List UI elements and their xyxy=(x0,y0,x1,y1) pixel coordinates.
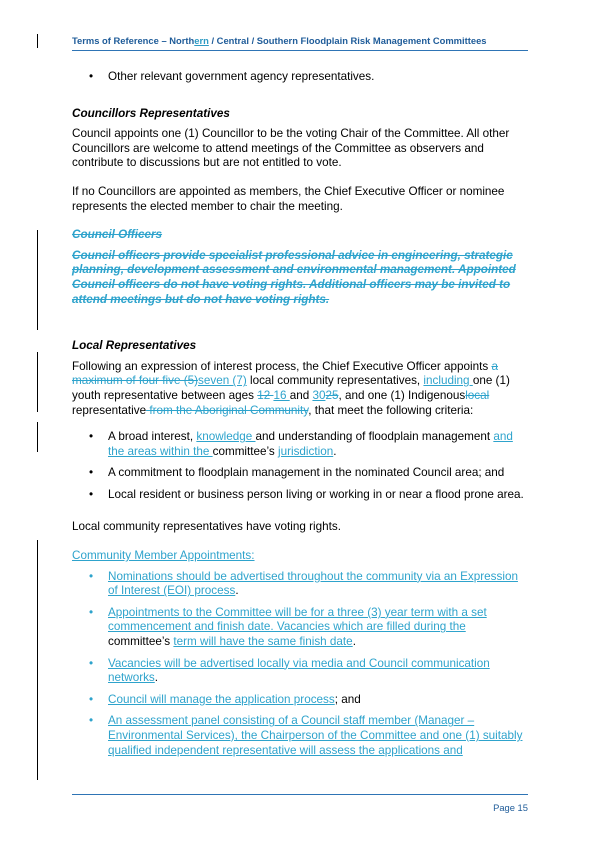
page-number: Page 15 xyxy=(493,802,528,813)
page-header xyxy=(72,35,528,51)
bullet-icon: • xyxy=(89,714,94,728)
deleted-text: 12 xyxy=(257,388,274,402)
inserted-text: 16 xyxy=(273,388,290,402)
change-bar xyxy=(37,540,38,780)
header-title-insertion: ern xyxy=(194,35,209,46)
deleted-text: local xyxy=(465,388,490,402)
header-title-part2: / Central / Southern Floodplain Risk Management Committees xyxy=(208,35,487,46)
council-officers-heading-deleted: Council Officers xyxy=(72,228,163,242)
local-representatives-heading: Local Representatives xyxy=(72,339,197,353)
list-item: • A commitment to floodplain management in the nominated Council area; and xyxy=(89,466,505,480)
local-representatives-para: Following an expression of interest process, the Chief Executive Officer appoints a maximum of four five (5)seven (7) local community representatives, including one (1) youth representative between ages 12 16 and 3025, and one (1) Indigenouslocal representative from the Aboriginal Community, that meet the following criteria: xyxy=(72,359,510,417)
list-item: • Appointments to the Committee will be for a three (3) year term with a set commencement and finish date. Vacancies which are filled during the committee’s term will have the same finish date. xyxy=(89,605,487,649)
change-bar xyxy=(37,422,38,452)
deleted-text: 25 xyxy=(325,388,339,402)
inserted-text: including xyxy=(423,374,473,388)
change-bar xyxy=(37,34,38,48)
agency-list xyxy=(72,70,528,85)
community-list xyxy=(72,570,528,759)
list-item: • Council will manage the application process; and xyxy=(89,692,361,706)
document-body xyxy=(72,70,528,758)
bullet-icon: • xyxy=(89,692,94,706)
deleted-text: a maximum of four five (5) xyxy=(72,359,498,388)
deleted-text: from the Aboriginal Community xyxy=(146,403,309,417)
inserted-text: seven (7) xyxy=(198,374,247,388)
inserted-text: 30 xyxy=(312,388,326,402)
bullet-icon: • xyxy=(89,656,94,670)
bullet-icon: • xyxy=(89,430,94,444)
councillors-para-1: Council appoints one (1) Councillor to be the voting Chair of the Committee. All other Councillors are welcome to attend meetings of the Committee as observers and contribute to discussions but are not entitled to vote. xyxy=(72,127,510,170)
community-heading-inserted: Community Member Appointments: xyxy=(72,549,255,563)
criteria-list xyxy=(72,430,528,502)
header-title-part1: Terms of Reference – North xyxy=(72,35,195,46)
bullet-icon: • xyxy=(89,605,94,619)
page-footer xyxy=(72,794,528,813)
change-bar xyxy=(37,352,38,412)
list-item: • Nominations should be advertised throughout the community via an Expression of Interest (EOI) process. xyxy=(89,569,518,598)
bullet-icon: • xyxy=(89,466,94,480)
bullet-icon: • xyxy=(89,569,94,583)
list-item: • Local resident or business person living or working in or near a flood prone area. xyxy=(89,487,524,501)
list-item: • A broad interest, knowledge and understanding of floodplain management and the areas within the committee’s jurisdiction. xyxy=(89,430,513,458)
list-item: • Other relevant government agency representatives. xyxy=(89,70,375,83)
voting-rights-text: Local community representatives have voting rights. xyxy=(72,520,341,534)
change-bar xyxy=(37,230,38,330)
councillors-heading: Councillors Representatives xyxy=(72,106,230,120)
list-item: • Vacancies will be advertised locally via media and Council communication networks. xyxy=(89,656,490,685)
bullet-icon: • xyxy=(89,487,94,501)
councillors-para-2: If no Councillors are appointed as members, the Chief Executive Officer or nominee represents the elected member to chair the meeting. xyxy=(72,184,505,213)
list-item: • An assessment panel consisting of a Council staff member (Manager – Environmental Services), the Chairperson of the Committee and one (1) suitably qualified independent representative will assess the applications and xyxy=(89,714,523,757)
bullet-icon: • xyxy=(89,70,94,83)
council-officers-text-deleted: Council officers provide specialist professional advice in engineering, strategic planning, development assessment and environmental management. Appointed Council officers do not have voting rights. Additional officers may be invited to attend meetings but do not have voting rights. xyxy=(72,248,516,306)
